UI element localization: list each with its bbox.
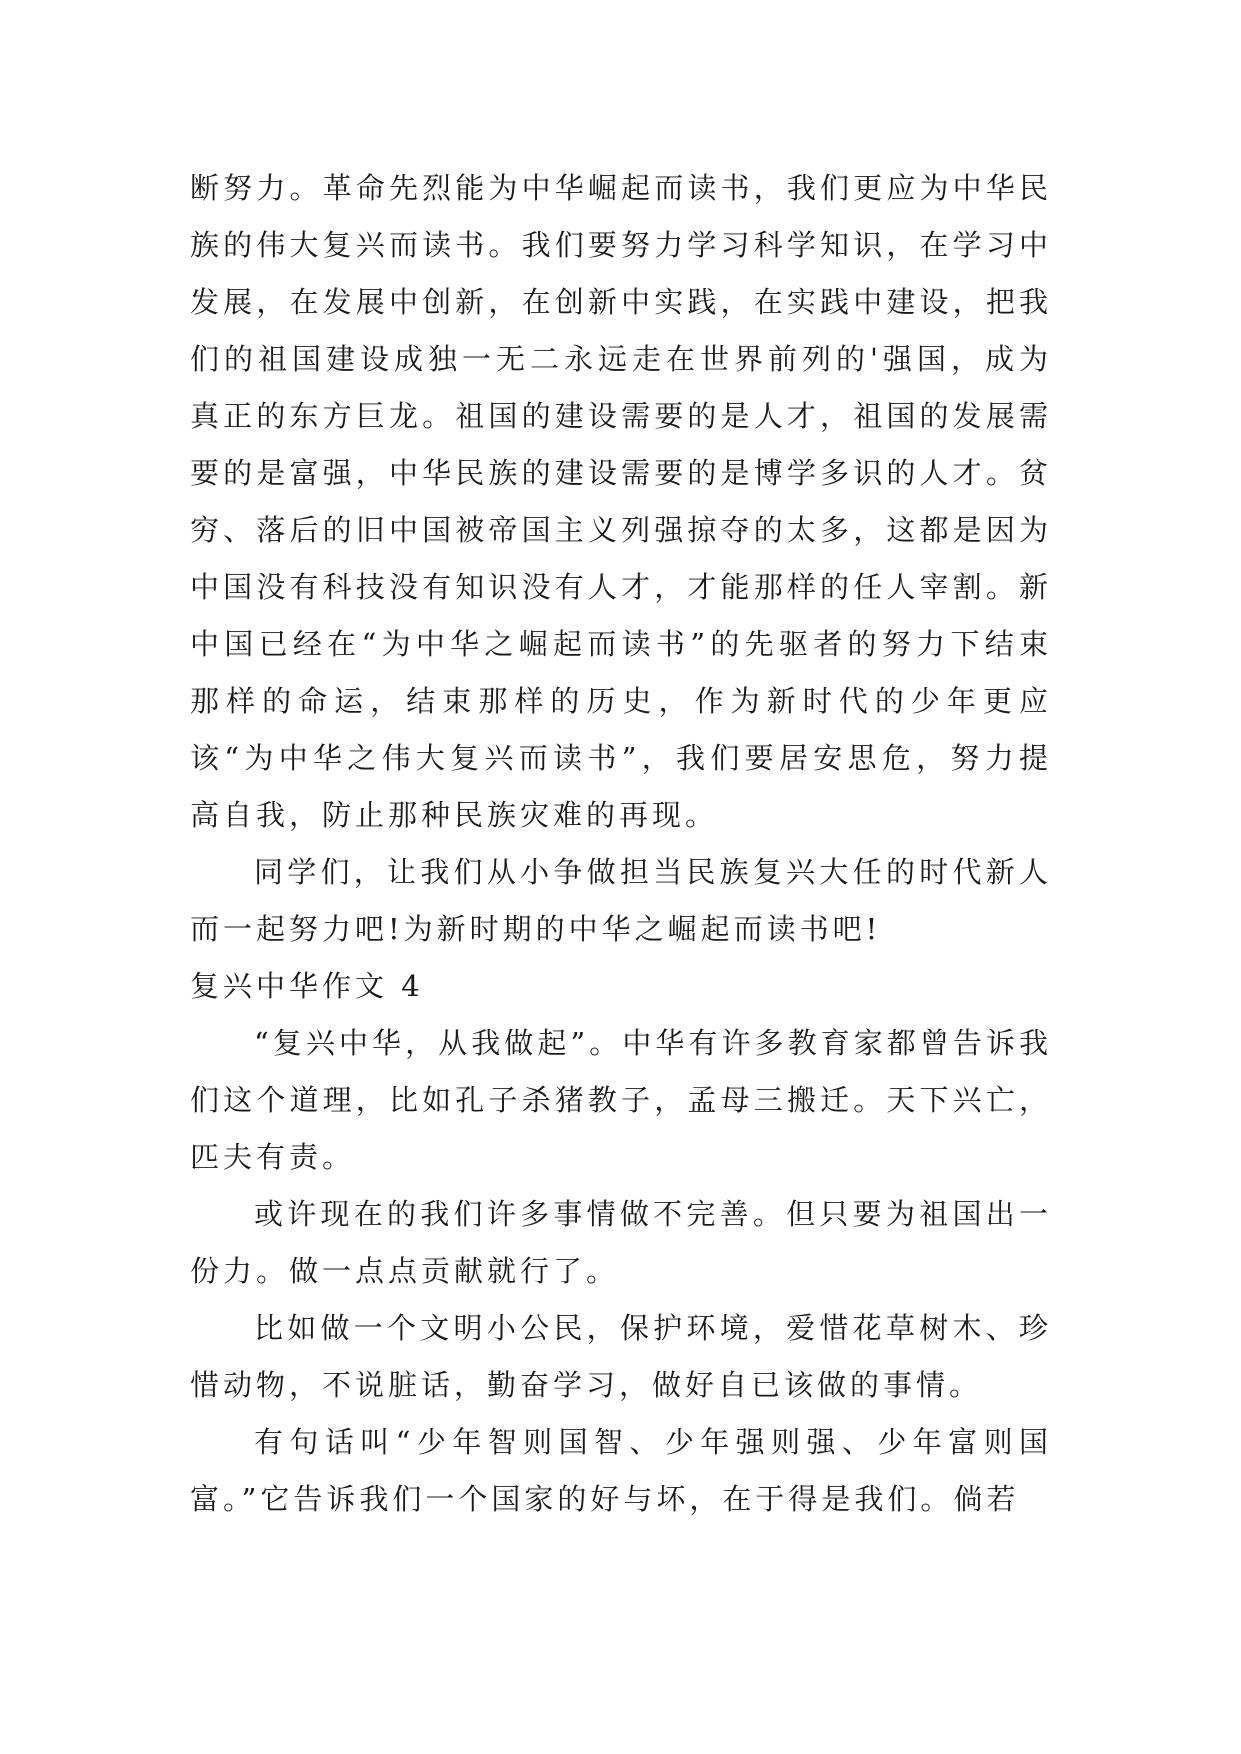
paragraph-examples: 比如做一个文明小公民，保护环境，爱惜花草树木、珍惜动物，不说脏话，勤奋学习，做好自已该做的事情。	[190, 1311, 1052, 1402]
paragraph-continued: 断努力。革命先烈能为中华崛起而读书，我们更应为中华民族的伟大复兴而读书。我们要努力学习科学知识，在学习中发展，在发展中创新，在创新中实践，在实践中建设，把我们的祖国建设成独一无二永远走在世界前列的'强国，成为真正的东方巨龙。祖国的建设需要的是人才，祖国的发展需要的是富强，中华民族的建设需要的是博学多识的人才。贫穷、落后的旧中国被帝国主义列强掠夺的太多，这都是因为中国没有科技没有知识没有人才，才能那样的任人宰割。新中国已经在“为中华之崛起而读书”的先驱者的努力下结束那样的命运，结束那样的历史，作为新时代的少年更应该“为中华之伟大复兴而读书”，我们要居安思危，努力提高自我，防止那种民族灾难的再现。	[190, 171, 1052, 832]
paragraph-call-to-action: 同学们，让我们从小争做担当民族复兴大任的时代新人而一起努力吧!为新时期的中华之崛起而读书吧!	[190, 855, 1052, 946]
paragraph-quote: 有句话叫“少年智则国智、少年强则强、少年富则国富。”它告诉我们一个国家的好与坏，在于得是我们。倘若	[190, 1425, 1052, 1516]
paragraph-intro: “复兴中华，从我做起”。中华有许多教育家都曾告诉我们这个道理，比如孔子杀猪教子，孟母三搬迁。天下兴亡，匹夫有责。	[190, 1026, 1052, 1174]
section-title: 复兴中华作文 4	[190, 969, 424, 1003]
paragraph-contribution: 或许现在的我们许多事情做不完善。但只要为祖国出一份力。做一点点贡献就行了。	[190, 1197, 1052, 1288]
document-body	[190, 160, 1052, 1528]
